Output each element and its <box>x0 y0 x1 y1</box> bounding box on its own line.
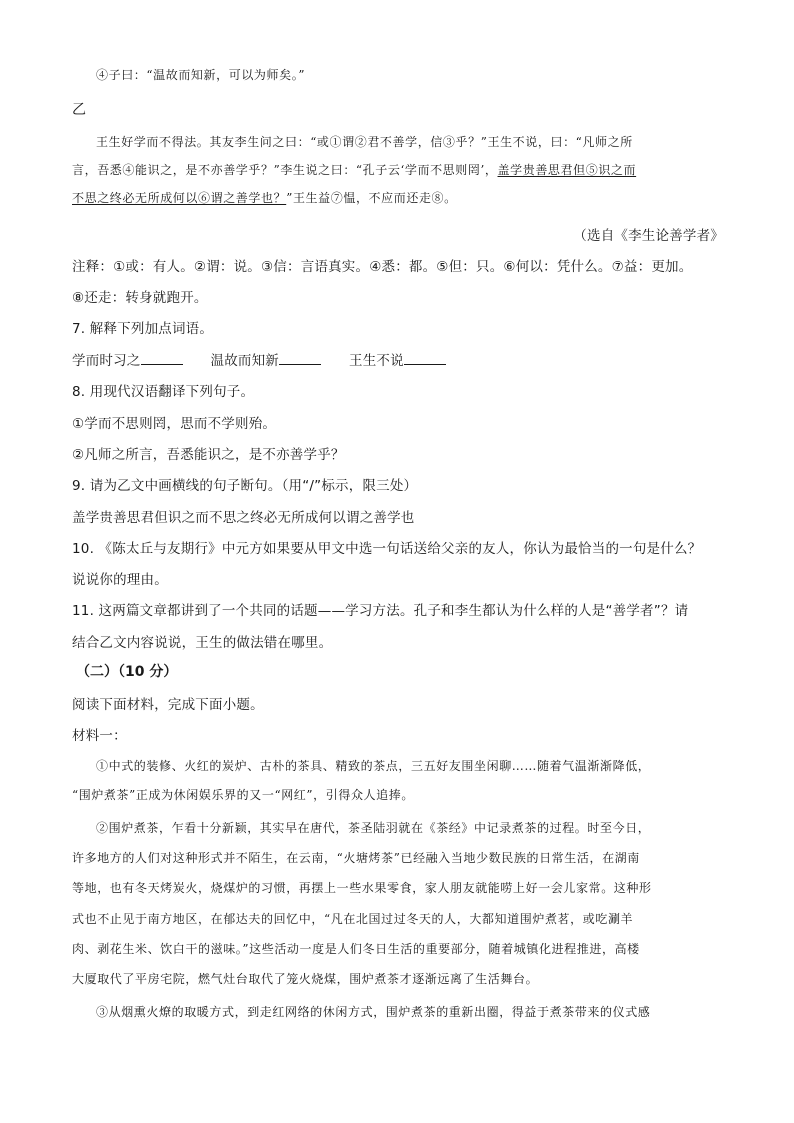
notes-line-1: 注释：①或：有人。②谓：说。③信：言语真实。④悉：都。⑤但：只。⑥何以：凭什么。⑦益：更加。 <box>72 259 693 275</box>
question-7-title: 7. 解释下列加点词语。 <box>72 321 214 337</box>
material-p2-line-5: 肉、剥花生米、饮白干的滋味。”这些活动一度是人们冬日生活的重要部分，随着城镇化进程推进，高楼 <box>72 942 640 956</box>
question-10-line-1: 10. 《陈太丘与友期行》中元方如果要从甲文中选一句话送给父亲的友人，你认为最恰当的一句是什么？ <box>72 541 702 557</box>
question-8-sentence-2: ②凡师之所言，吾悉能识之，是不亦善学乎？ <box>72 447 345 463</box>
jia-item-4: ④子曰：“温故而知新，可以为师矣。” <box>96 68 306 82</box>
yi-para-line-2 <box>72 161 724 178</box>
section-2-heading: （二）（10 分） <box>76 664 178 680</box>
material-p2-line-3: 等地，也有冬天烤炭火，烧煤炉的习惯，再摆上一些水果零食，家人朋友就能唠上好一会儿家常。这种形 <box>72 881 652 895</box>
underlined-sentence-part-1: 盖学贵善思君但⑤识之而 <box>497 163 637 177</box>
question-11-line-2: 结合乙文内容说说，王生的做法错在哪里。 <box>72 635 333 651</box>
question-9-title: 9. 请为乙文中画横线的句子断句。（用“/”标示，限三处） <box>72 478 418 494</box>
material-p3-line-1: ③从烟熏火燎的取暖方式，到走红网络的休闲方式，围炉煮茶的重新出圈，得益于煮茶带来的仪式感 <box>96 1005 651 1019</box>
material-p2-line-6: 大厦取代了平房宅院，燃气灶台取代了笼火烧煤，围炉煮茶才逐渐远离了生活舞台。 <box>72 972 539 986</box>
yi-para-line-1: 王生好学而不得法。其友李生问之曰：“或①谓②君不善学，信③乎？”王生不说，曰：“凡师之所 <box>96 135 633 149</box>
question-7-items <box>72 349 724 369</box>
q7-item-3: 王生不说 <box>349 353 404 369</box>
material-p1-line-1: ①中式的装修、火红的炭炉、古朴的茶具、精致的茶点，三五好友围坐闲聊……随着气温渐渐降低， <box>96 759 651 773</box>
yi-para-line-3 <box>72 189 724 206</box>
material-p2-line-1: ②围炉煮茶，乍看十分新颖，其实早在唐代，茶圣陆羽就在《茶经》中记录煮茶的过程。时至今日， <box>96 821 651 835</box>
question-11-line-1: 11. 这两篇文章都讲到了一个共同的话题——学习方法。孔子和李生都认为什么样的人是“善学者”？请 <box>72 603 689 619</box>
q7-item-1: 学而时习之 <box>72 353 141 369</box>
yi-para-line-2-text: 言，吾悉④能识之，是不亦善学乎？”李生说之曰：“孔子云‘学而不思则罔’， <box>72 163 498 177</box>
question-8-title: 8. 用现代汉语翻译下列句子。 <box>72 384 255 400</box>
underlined-sentence-part-2: 不思之终必无所成何以⑥谓之善学也？ <box>72 191 287 205</box>
yi-title: 乙 <box>72 102 87 118</box>
material-p2-line-4: 式也不止见于南方地区，在郁达夫的回忆中，“凡在北国过过冬天的人，大都知道围炉煮茗，或吃涮羊 <box>72 912 634 926</box>
question-8-sentence-1: ①学而不思则罔，思而不学则殆。 <box>72 416 277 432</box>
answer-blank[interactable] <box>279 352 321 365</box>
question-9-sentence: 盖学贵善思君但识之而不思之终必无所成何以谓之善学也 <box>72 510 415 526</box>
material-1-label: 材料一： <box>72 728 127 744</box>
material-p2-line-2: 许多地方的人们对这种形式并不陌生，在云南，“火塘烤茶”已经融入当地少数民族的日常生活，在湖南 <box>72 851 640 865</box>
notes-line-2: ⑧还走：转身就跑开。 <box>72 290 208 306</box>
source-citation: （选自《李生论善学者》 <box>573 228 724 244</box>
yi-para-line-3-text: ”王生益⑦愠，不应而还走⑧。 <box>286 191 457 205</box>
material-p1-line-2: “围炉煮茶”正成为休闲娱乐界的又一“网红”，引得众人追捧。 <box>72 788 414 802</box>
answer-blank[interactable] <box>404 352 446 365</box>
section-2-instruction: 阅读下面材料，完成下面小题。 <box>72 697 264 713</box>
answer-blank[interactable] <box>141 352 183 365</box>
q7-item-2: 温故而知新 <box>210 353 279 369</box>
question-10-line-2: 说说你的理由。 <box>72 572 168 588</box>
